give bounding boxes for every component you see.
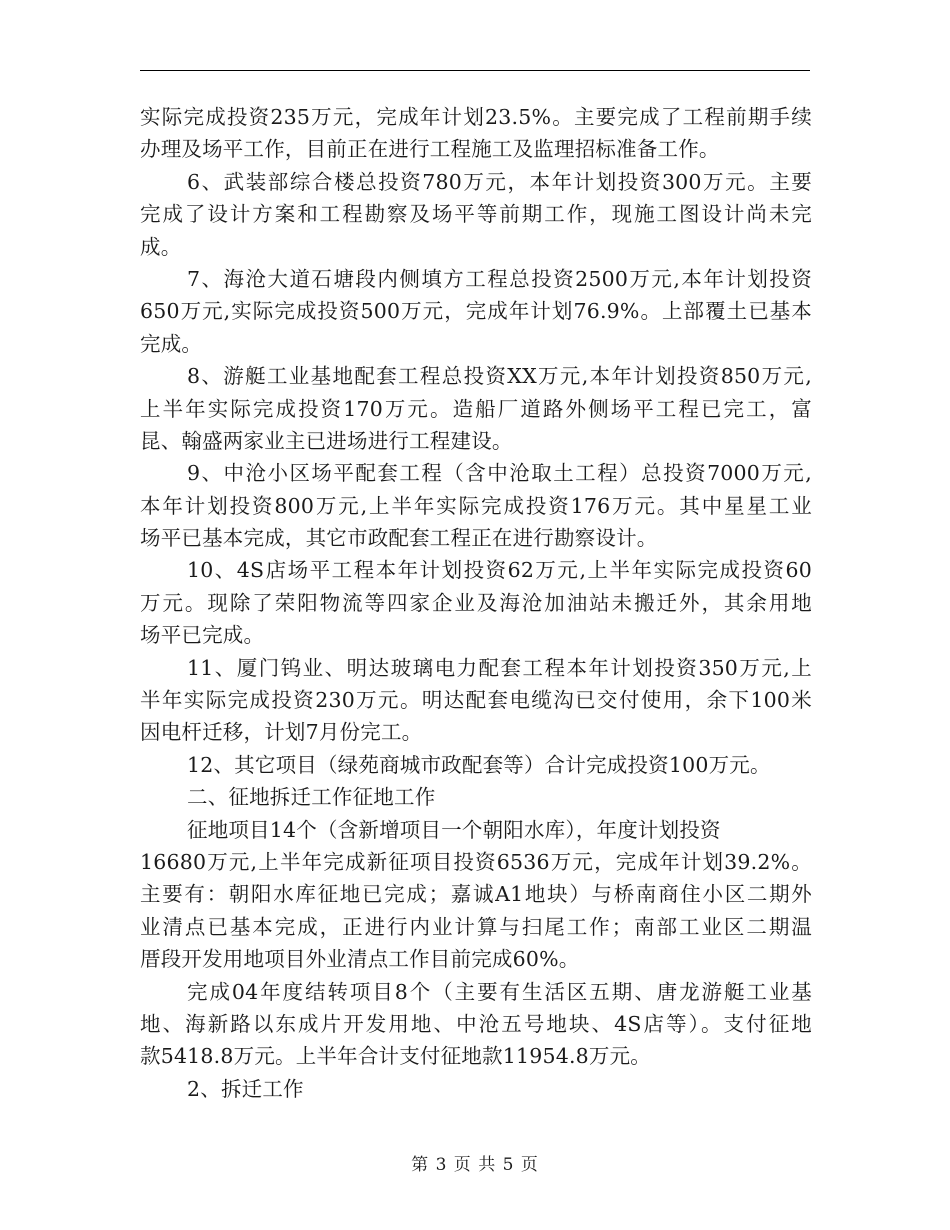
section-heading: 二、征地拆迁工作征地工作 <box>187 785 436 810</box>
text-line: 10、4S店场平工程本年计划投资62万元,上半年实际完成投资60 <box>187 558 812 583</box>
text-line: 场平已基本完成，其它市政配套工程正在进行勘察设计。 <box>140 526 658 551</box>
text-line: 9、中沧小区场平配套工程（含中沧取土工程）总投资7000万元, <box>187 461 812 486</box>
text-line: 场平已完成。 <box>140 623 265 648</box>
text-line: 上半年实际完成投资170万元。造船厂道路外侧场平工程已完工，富 <box>140 396 812 421</box>
text-line: 万元。现除了荣阳物流等四家企业及海沧加油站未搬迁外，其余用地 <box>140 590 812 615</box>
text-line: 16680万元,上半年完成新征项目投资6536万元，完成年计划39.2%。 <box>140 849 812 874</box>
text-line: 业清点已基本完成，正进行内业计算与扫尾工作；南部工业区二期温 <box>140 914 812 939</box>
text-line: 11、厦门钨业、明达玻璃电力配套工程本年计划投资350万元,上 <box>187 655 812 680</box>
text-line: 办理及场平工作，目前正在进行工程施工及监理招标准备工作。 <box>140 137 720 162</box>
text-line: 6、武装部综合楼总投资780万元，本年计划投资300万元。主要 <box>187 169 812 194</box>
text-line: 厝段开发用地项目外业清点工作目前完成60%。 <box>140 947 580 972</box>
header-rule <box>140 70 810 71</box>
text-line: 7、海沧大道石塘段内侧填方工程总投资2500万元,本年计划投资 <box>187 266 812 291</box>
page-number-footer: 第 3 页 共 5 页 <box>411 1155 539 1175</box>
text-line: 实际完成投资235万元，完成年计划23.5%。主要完成了工程前期手续 <box>140 105 812 129</box>
text-line: 半年实际完成投资230万元。明达配套电缆沟已交付使用，余下100米 <box>140 688 812 713</box>
text-line: 成。 <box>140 234 182 259</box>
text-line: 完成了设计方案和工程勘察及场平等前期工作，现施工图设计尚未完 <box>140 202 812 227</box>
text-line: 主要有：朝阳水库征地已完成；嘉诚A1地块）与桥南商住小区二期外 <box>140 882 812 907</box>
text-line: 本年计划投资800万元,上半年实际完成投资176万元。其中星星工业 <box>140 493 812 518</box>
subsection-heading: 2、拆迁工作 <box>187 1076 304 1101</box>
text-line: 因电杆迁移，计划7月份完工。 <box>140 720 423 745</box>
text-line: 昆、翰盛两家业主已进场进行工程建设。 <box>140 428 513 453</box>
text-line: 征地项目14个（含新增项目一个朝阳水库），年度计划投资 <box>187 817 721 842</box>
text-line: 款5418.8万元。上半年合计支付征地款11954.8万元。 <box>140 1044 652 1069</box>
text-line: 完成。 <box>140 331 203 356</box>
text-line: 650万元,实际完成投资500万元，完成年计划76.9%。上部覆土已基本 <box>140 299 812 324</box>
document-body <box>140 101 812 1105</box>
text-line: 地、海新路以东成片开发用地、中沧五号地块、4S店等）。支付征地 <box>140 1011 812 1036</box>
text-line: 12、其它项目（绿苑商城市政配套等）合计完成投资100万元。 <box>187 752 771 777</box>
text-line: 8、游艇工业基地配套工程总投资XX万元,本年计划投资850万元, <box>187 364 812 389</box>
text-line: 完成04年度结转项目8个（主要有生活区五期、唐龙游艇工业基 <box>187 979 812 1004</box>
